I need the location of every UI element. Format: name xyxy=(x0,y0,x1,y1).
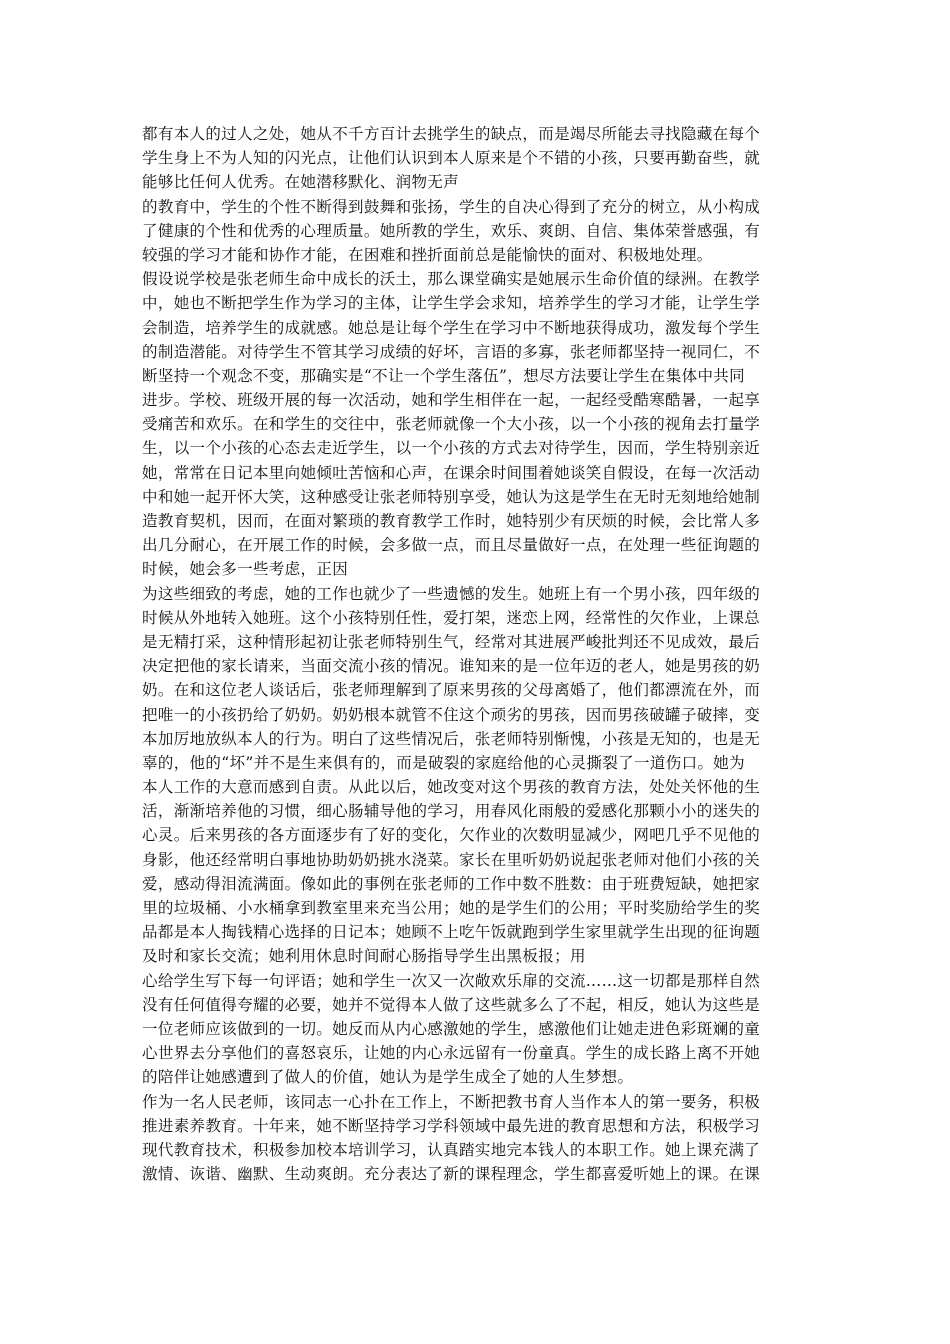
text-line: 把唯一的小孩扔给了奶奶。奶奶根本就管不住这个顽劣的男孩，因而男孩破罐子破摔，变 xyxy=(142,705,761,724)
text-line: 激情、诙谐、幽默、生动爽朗。充分表达了新的课程理念，学生都喜爱听她上的课。在课 xyxy=(142,1165,761,1184)
text-line: 是无精打采，这种情形起初让张老师特别生气，经常对其进展严峻批判还不见成效，最后 xyxy=(142,632,761,651)
document-body-text xyxy=(142,122,806,1186)
text-line: 心世界去分享他们的喜怒哀乐，让她的内心永远留有一份童真。学生的成长路上离不开她 xyxy=(142,1044,761,1063)
text-line: 活，渐渐培养他的习惯，细心肠辅导他的学习，用春风化雨般的爱感化那颗小小的迷失的 xyxy=(142,802,761,821)
text-line: 辜的，他的“坏”并不是生来俱有的，而是破裂的家庭给他的心灵撕裂了一道伤口。她为 xyxy=(142,753,746,772)
text-line: 及时和家长交流；她利用休息时间耐心肠指导学生出黑板报；用 xyxy=(142,947,586,966)
text-line: 的陪伴让她感遭到了做人的价值，她认为是学生成全了她的人生梦想。 xyxy=(142,1068,634,1087)
text-line: 都有本人的过人之处，她从不千方百计去挑学生的缺点，而是竭尽所能去寻找隐藏在每个 xyxy=(142,125,761,143)
text-line: 现代教育技术，积极参加校本培训学习，认真踏实地完本钱人的本职工作。她上课充满了 xyxy=(142,1140,761,1159)
text-line: 中，她也不断把学生作为学习的主体，让学生学会求知，培养学生的学习才能，让学生学 xyxy=(142,294,761,313)
text-line: 生，以一个小孩的心态去走近学生，以一个小孩的方式去对待学生，因而，学生特别亲近 xyxy=(142,439,761,458)
text-line: 决定把他的家长请来，当面交流小孩的情况。谁知来的是一位年迈的老人，她是男孩的奶 xyxy=(142,657,761,676)
text-line: 出几分耐心，在开展工作的时候，会多做一点，而且尽量做好一点，在处理一些征询题的 xyxy=(142,536,761,555)
text-line: 心给学生写下每一句评语；她和学生一次又一次敞欢乐扉的交流……这一切都是那样自然 xyxy=(142,971,761,990)
text-line: 为这些细致的考虑，她的工作也就少了一些遗憾的发生。她班上有一个男小孩，四年级的 xyxy=(142,584,761,603)
text-line: 造教育契机，因而，在面对繁琐的教育教学工作时，她特别少有厌烦的时候，会比常人多 xyxy=(142,512,761,530)
text-line: 学生身上不为人知的闪光点，让他们认识到本人原来是个不错的小孩，只要再勤奋些，就 xyxy=(142,149,761,168)
text-line: 一位老师应该做到的一切。她反而从内心感激她的学生，感激他们让她走进色彩斑斓的童 xyxy=(142,1019,761,1038)
text-line: 时候从外地转入她班。这个小孩特别任性，爱打架，迷恋上网，经常性的欠作业，上课总 xyxy=(142,608,761,627)
text-line: 品都是本人掏钱精心选择的日记本；她顾不上吃午饭就跑到学生家里就学生出现的征询题 xyxy=(142,923,761,942)
text-line: 推进素养教育。十年来，她不断坚持学习学科领域中最先进的教育思想和方法，积极学习 xyxy=(142,1116,761,1135)
text-line: 进步。学校、班级开展的每一次活动，她和学生相伴在一起，一起经受酷寒酷暑，一起享 xyxy=(142,391,761,410)
text-line: 作为一名人民老师，该同志一心扑在工作上，不断把教书育人当作本人的第一要务，积极 xyxy=(142,1092,761,1111)
text-line: 本人工作的大意而感到自责。从此以后，她改变对这个男孩的教育方法，处处关怀他的生 xyxy=(142,778,761,797)
text-line: 里的垃圾桶、小水桶拿到教室里来充当公用；她的是学生们的公用；平时奖励给学生的奖 xyxy=(142,899,761,917)
text-line: 断坚持一个观念不变，那确实是“不让一个学生落伍”，想尽方法要让学生在集体中共同 xyxy=(142,366,746,385)
text-line: 了健康的个性和优秀的心理质量。她所教的学生，欢乐、爽朗、自信、集体荣誉感强，有 xyxy=(142,221,761,240)
text-line: 能够比任何人优秀。在她潜移默化、润物无声 xyxy=(142,173,460,192)
text-line: 身影，他还经常明白事地协助奶奶挑水浇菜。家长在里听奶奶说起张老师对他们小孩的关 xyxy=(142,850,761,869)
text-line: 假设说学校是张老师生命中成长的沃土，那么课堂确实是她展示生命价值的绿洲。在教学 xyxy=(142,270,761,289)
text-line: 本加厉地放纵本人的行为。明白了这些情况后，张老师特别惭愧，小孩是无知的，也是无 xyxy=(142,729,761,748)
text-line: 爱，感动得泪流满面。像如此的事例在张老师的工作中数不胜数：由于班费短缺，她把家 xyxy=(142,874,761,893)
text-line: 奶。在和这位老人谈话后，张老师理解到了原来男孩的父母离婚了，他们都漂流在外，而 xyxy=(142,681,761,700)
text-line: 中和她一起开怀大笑，这种感受让张老师特别享受，她认为这是学生在无时无刻地给她制 xyxy=(142,487,761,506)
text-line: 会制造，培养学生的成就感。她总是让每个学生在学习中不断地获得成功，激发每个学生 xyxy=(142,318,761,337)
text-line: 的教育中，学生的个性不断得到鼓舞和张扬，学生的自决心得到了充分的树立，从小构成 xyxy=(142,197,761,216)
text-line: 较强的学习才能和协作才能，在困难和挫折面前总是能愉快的面对、积极地处理。 xyxy=(142,245,713,264)
text-line: 受痛苦和欢乐。在和学生的交往中，张老师就像一个大小孩，以一个小孩的视角去打量学 xyxy=(142,415,761,434)
text-line: 没有任何值得夸耀的必要，她并不觉得本人做了这些就多么了不起，相反，她认为这些是 xyxy=(142,995,761,1014)
text-line: 心灵。后来男孩的各方面逐步有了好的变化，欠作业的次数明显减少，网吧几乎不见他的 xyxy=(142,826,761,845)
text-line: 她，常常在日记本里向她倾吐苦恼和心声，在课余时间围着她谈笑自假设，在每一次活动 xyxy=(142,463,761,482)
text-line: 的制造潜能。对待学生不管其学习成绩的好坏，言语的多寡，张老师都坚持一视同仁，不 xyxy=(142,342,761,361)
text-line: 时候，她会多一些考虑，正因 xyxy=(142,560,349,579)
